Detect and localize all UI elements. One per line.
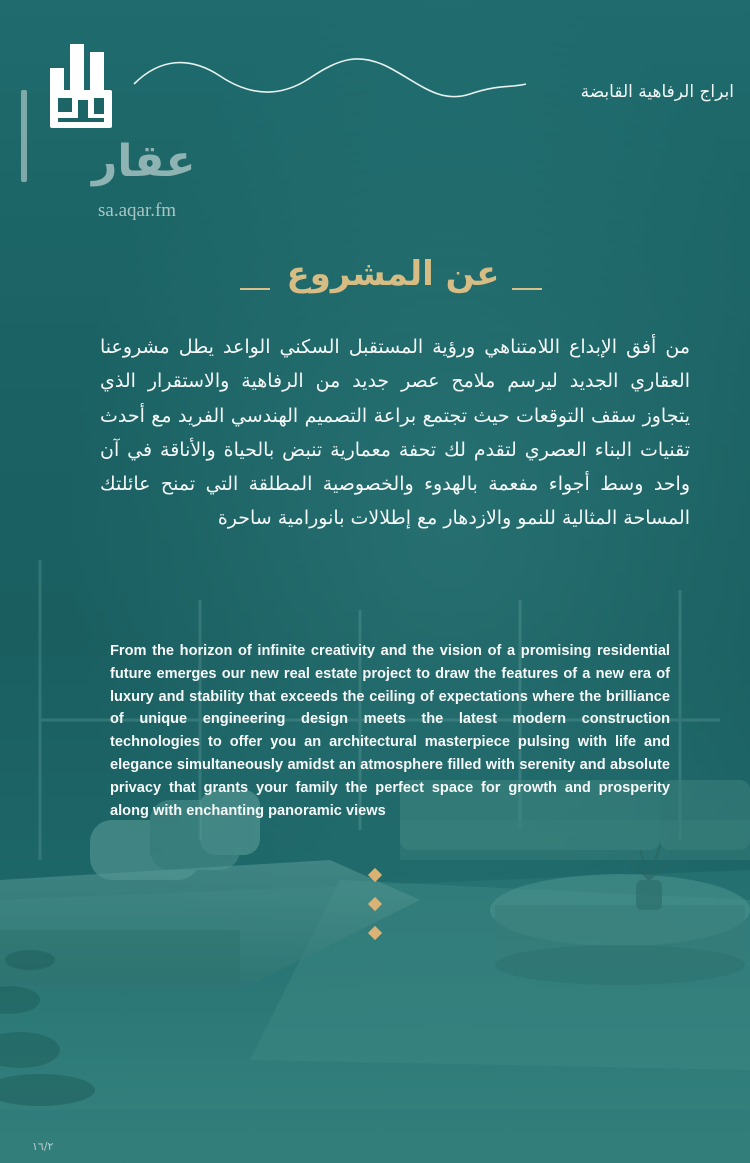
title-divider-right [512, 288, 542, 290]
brand-logo-icon [48, 38, 114, 130]
wave-decoration-icon [130, 48, 530, 108]
watermark-url: sa.aqar.fm [98, 200, 177, 221]
arabic-description: من أفق الإبداع اللامتناهي ورؤية المستقبل السكني الواعد يطل مشروعنا العقاري الجديد ليرسم ملامح عصر جديد من الرفاهية والاستقرار الذي يتجاوز سقف التوقعات حيث تجتمع براعة التصميم الهندسي الفريد مع أحدث تقنيات البناء العصري لتقدم لك تحفة معمارية تنبض بالحياة والأناقة في آن واحد وسط أجواء مفعمة بالهدوء والخصوصية المطلقة التي تمنح عائلتك المساحة المثالية للنمو والازدهار مع إطلالات بانورامية ساحرة [100, 336, 690, 530]
section-title: عن المشروع [286, 254, 500, 294]
title-divider-left [240, 288, 270, 290]
watermark-name: عقار [92, 136, 196, 187]
company-name: ابراج الرفاهية القابضة [580, 82, 734, 102]
english-description: From the horizon of infinite creativity and the vision of a promising residential future emerges our new real estate project to draw the features of a new era of luxury and stability that exceeds the ceiling of expectations where the brilliance of unique engineering design meets the latest modern construction technologies to offer you an architectural masterpiece pulsing with life and elegance simultaneously amidst an atmosphere filled with serenity and absolute privacy that grants your family the perfect space for growth and prosperity along with enchanting panoramic views [110, 643, 670, 819]
page-number: ١٦/٢ [32, 1140, 54, 1153]
section-title-row [240, 250, 540, 310]
edge-bar-decoration [21, 90, 27, 182]
